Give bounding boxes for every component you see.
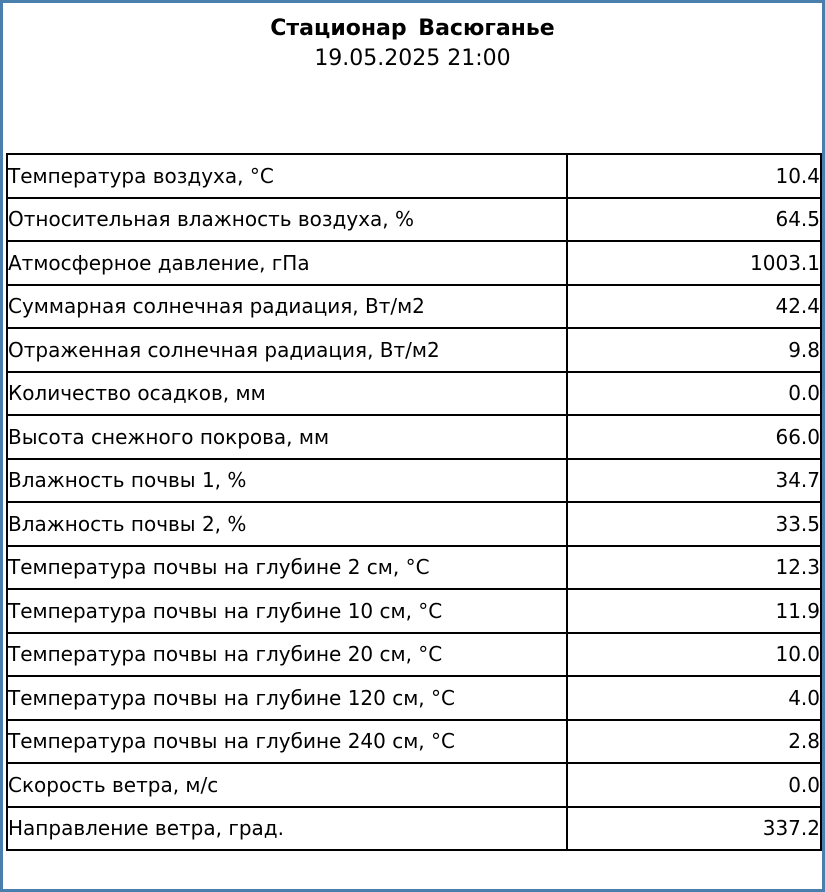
parameter-value: 12.3 (567, 546, 821, 590)
parameter-value: 0.0 (567, 763, 821, 807)
parameter-value: 33.5 (567, 502, 821, 546)
parameter-label: Температура почвы на глубине 10 см, °С (7, 589, 567, 633)
parameter-label: Температура почвы на глубине 2 см, °С (7, 546, 567, 590)
parameter-label: Количество осадков, мм (7, 372, 567, 416)
table-row (7, 807, 821, 851)
table-row (7, 372, 821, 416)
table-row (7, 546, 821, 590)
parameter-label: Температура почвы на глубине 20 см, °С (7, 633, 567, 677)
parameter-value: 11.9 (567, 589, 821, 633)
table-row (7, 198, 821, 242)
parameter-value: 0.0 (567, 372, 821, 416)
table-row (7, 459, 821, 503)
table-row (7, 676, 821, 720)
parameter-value: 10.4 (567, 154, 821, 198)
parameter-label: Температура почвы на глубине 240 см, °С (7, 720, 567, 764)
table-row (7, 285, 821, 329)
parameter-value: 4.0 (567, 676, 821, 720)
parameter-label: Направление ветра, град. (7, 807, 567, 851)
parameter-value: 9.8 (567, 328, 821, 372)
table-row (7, 502, 821, 546)
parameter-label: Влажность почвы 1, % (7, 459, 567, 503)
parameter-value: 42.4 (567, 285, 821, 329)
table-row (7, 633, 821, 677)
parameter-label: Температура почвы на глубине 120 см, °С (7, 676, 567, 720)
observation-datetime: 19.05.2025 21:00 (314, 46, 511, 71)
parameter-label: Суммарная солнечная радиация, Вт/м2 (7, 285, 567, 329)
parameter-value: 64.5 (567, 198, 821, 242)
parameter-value: 337.2 (567, 807, 821, 851)
parameter-label: Атмосферное давление, гПа (7, 241, 567, 285)
parameter-value: 1003.1 (567, 241, 821, 285)
parameter-label: Влажность почвы 2, % (7, 502, 567, 546)
table-row (7, 763, 821, 807)
station-title: Стационар Васюганье (270, 16, 555, 41)
parameter-label: Относительная влажность воздуха, % (7, 198, 567, 242)
parameter-label: Температура воздуха, °С (7, 154, 567, 198)
parameter-label: Скорость ветра, м/с (7, 763, 567, 807)
parameter-value: 2.8 (567, 720, 821, 764)
table-row (7, 589, 821, 633)
table-row (7, 720, 821, 764)
parameter-label: Высота снежного покрова, мм (7, 415, 567, 459)
table-row (7, 241, 821, 285)
parameter-label: Отраженная солнечная радиация, Вт/м2 (7, 328, 567, 372)
parameter-value: 66.0 (567, 415, 821, 459)
table-row (7, 415, 821, 459)
table-row (7, 154, 821, 198)
table-row (7, 328, 821, 372)
observations-table (6, 153, 822, 851)
parameter-value: 34.7 (567, 459, 821, 503)
parameter-value: 10.0 (567, 633, 821, 677)
